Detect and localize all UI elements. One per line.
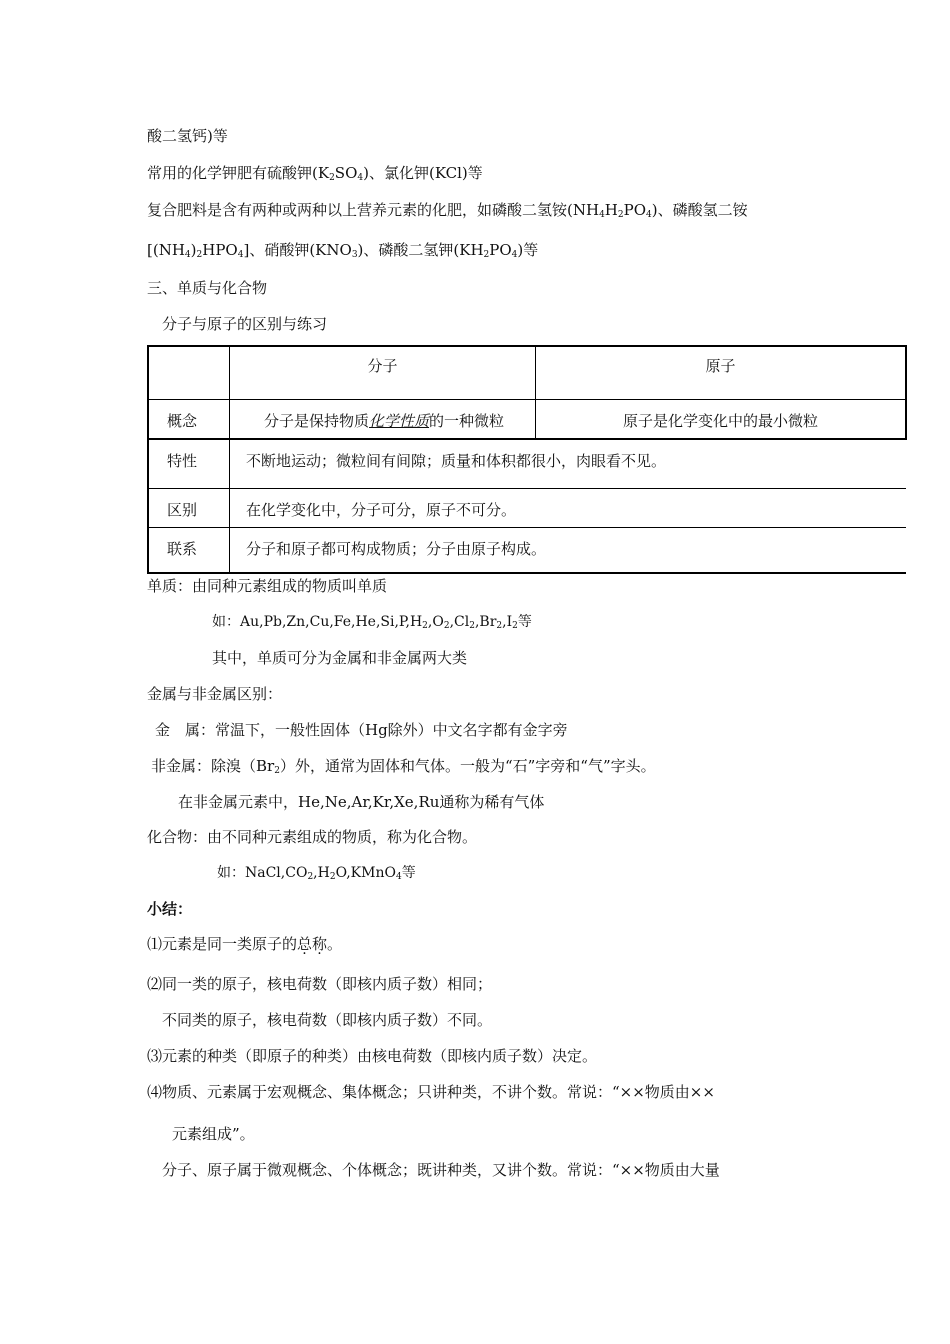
- text-line: 化合物：由不同种元素组成的物质，称为化合物。: [147, 828, 478, 846]
- row-text: 不断地运动；微粒间有间隙；质量和体积都很小，肉眼看不见。: [230, 439, 907, 489]
- text-line: ⑵同一类的原子，核电荷数（即核内质子数）相同；: [147, 975, 493, 993]
- concept-atom: 原子是化学变化中的最小微粒: [536, 400, 907, 440]
- concept-molecule: 分子是保持物质化学性质的一种微粒: [230, 400, 536, 440]
- row-label: 概念: [148, 400, 230, 440]
- text-line: ⑴元素是同一类原子的总称。: [147, 935, 343, 953]
- text-line: 单质：由同种元素组成的物质叫单质: [147, 577, 388, 595]
- row-label: 联系: [148, 528, 230, 574]
- table-row: [148, 439, 906, 489]
- table-row: [148, 400, 906, 440]
- text-line: 金 属：常温下，一般性固体（Hg除外）中文名字都有金字旁: [155, 721, 568, 739]
- text-line: 酸二氢钙)等: [147, 127, 228, 145]
- row-label: 区别: [148, 489, 230, 528]
- row-text: 在化学变化中，分子可分，原子不可分。: [230, 489, 907, 528]
- text-line: 非金属：除溴$(Br_2)$外，通常为固体和气体。一般为“石”字旁和“气”字头。: [151, 757, 656, 776]
- text-line: 不同类的原子，核电荷数（即核内质子数）不同。: [162, 1011, 493, 1029]
- text-line: $[(NH_4)_2HPO_4]$、硝酸钾$(KNO_3)$、磷酸二氢钾$(KH_2PO_4)$等: [147, 241, 539, 260]
- row-label: 特性: [148, 439, 230, 489]
- text-line: 元素组成”。: [172, 1125, 255, 1143]
- header-molecule: 分子: [230, 346, 536, 400]
- text-line: 复合肥料是含有两种或两种以上营养元素的化肥，如磷酸二氢铵$(NH_4H_2PO_4)$、磷酸氢二铵: [147, 201, 748, 220]
- text-line: ⑶元素的种类（即原子的种类）由核电荷数（即核内质子数）决定。: [147, 1047, 598, 1065]
- comparison-table: [147, 345, 907, 574]
- table-row: [148, 489, 906, 528]
- text-line: 分子、原子属于微观概念、个体概念；既讲种类，又讲个数。常说：“××物质由大量: [162, 1161, 720, 1179]
- text-line: 在非金属元素中，He,Ne,Ar,Kr,Xe,Ru通称为稀有气体: [178, 793, 545, 811]
- text-line: 常用的化学钾肥有硫酸钾$(K_2SO_4)$、氯化钾(KCl)等: [147, 164, 483, 183]
- table-row: [148, 528, 906, 574]
- row-text: 分子和原子都可构成物质；分子由原子构成。: [230, 528, 907, 574]
- summary-title: 小结：: [147, 900, 193, 918]
- header-atom: 原子: [536, 346, 907, 400]
- section-heading: 三、单质与化合物: [147, 279, 268, 297]
- text-line: 如：$Au,Pb,Zn,Cu,Fe,He,Si,P,H_2,O_2,Cl_2,Br_2,I_2$等: [212, 614, 532, 631]
- text-line: 如：$NaCl,CO_2,H_2O,KMnO_4$等: [217, 865, 416, 882]
- text-line: ⑷物质、元素属于宏观概念、集体概念；只讲种类，不讲个数。常说：“××物质由××: [147, 1083, 715, 1101]
- text-line: 其中，单质可分为金属和非金属两大类: [212, 649, 468, 667]
- table-title: 分子与原子的区别与练习: [162, 315, 328, 333]
- text-line: 金属与非金属区别：: [147, 685, 283, 703]
- table-row: [148, 346, 906, 400]
